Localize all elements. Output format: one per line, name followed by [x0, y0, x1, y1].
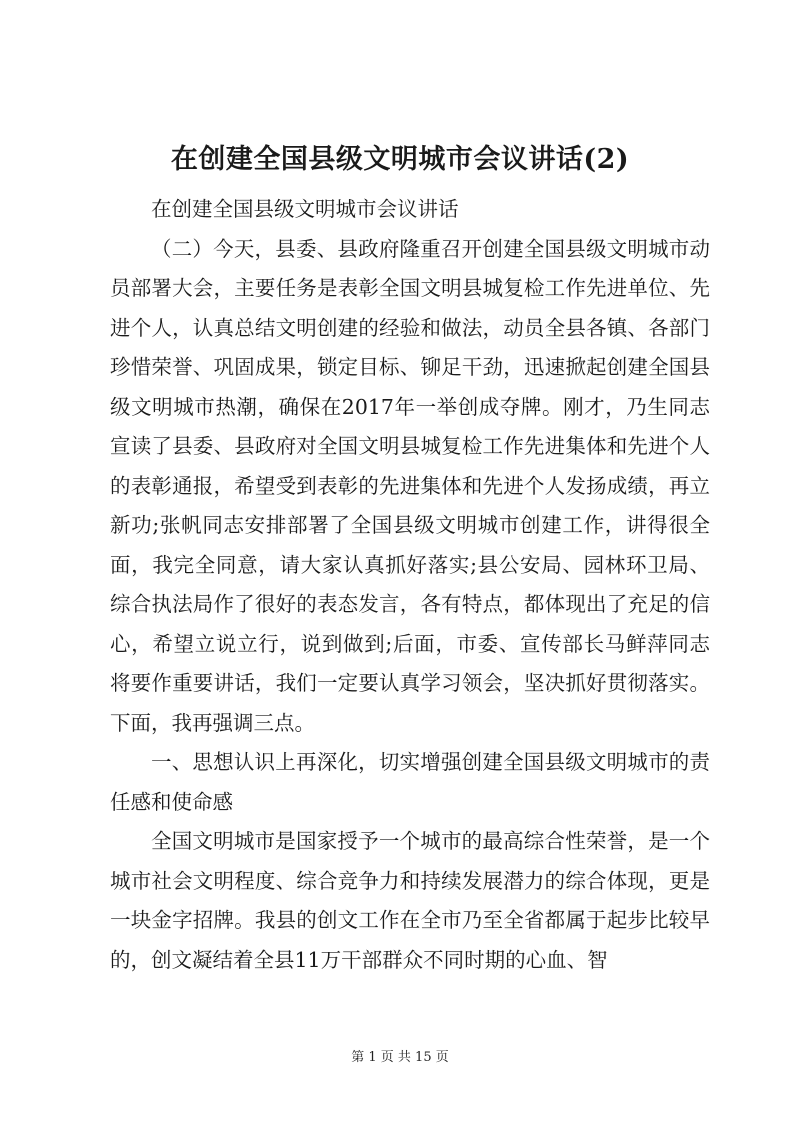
paragraph: （二）今天，县委、县政府隆重召开创建全国县级文明城市动员部署大会，主要任务是表彰全国文明县城复检工作先进单位、先进个人，认真总结文明创建的经验和做法，动员全县各镇、各部门珍惜荣誉、巩固成果，锁定目标、铆足干劲，迅速掀起创建全国县级文明城市热潮，确保在2017年一举创成夺牌。刚才，乃生同志宣读了县委、县政府对全国文明县城复检工作先进集体和先进个人的表彰通报，希望受到表彰的先进集体和先进个人发扬成绩，再立新功;张帆同志安排部署了全国县级文明城市创建工作，讲得很全面，我完全同意，请大家认真抓好落实;县公安局、园林环卫局、综合执法局作了很好的表态发言，各有特点，都体现出了充足的信心，希望立说立行，说到做到;后面，市委、宣传部长马鲜萍同志将要作重要讲话，我们一定要认真学习领会，坚决抓好贯彻落实。下面，我再强调三点。 — [110, 236, 710, 735]
section-heading: 一、思想认识上再深化，切实增强创建全国县级文明城市的责任感和使命感 — [110, 750, 710, 814]
page-number-footer: 第 1 页 共 15 页 — [351, 1050, 449, 1065]
document-title: 在创建全国县级文明城市会议讲话(2) — [170, 144, 630, 175]
document-body — [110, 190, 710, 980]
document-subtitle: 在创建全国县级文明城市会议讲话 — [151, 197, 459, 221]
paragraph: 全国文明城市是国家授予一个城市的最高综合性荣誉，是一个城市社会文明程度、综合竞争力和持续发展潜力的综合体现，更是一块金字招牌。我县的创文工作在全市乃至全省都属于起步比较早的，创文凝结着全县11万干部群众不同时期的心血、智 — [110, 829, 710, 972]
